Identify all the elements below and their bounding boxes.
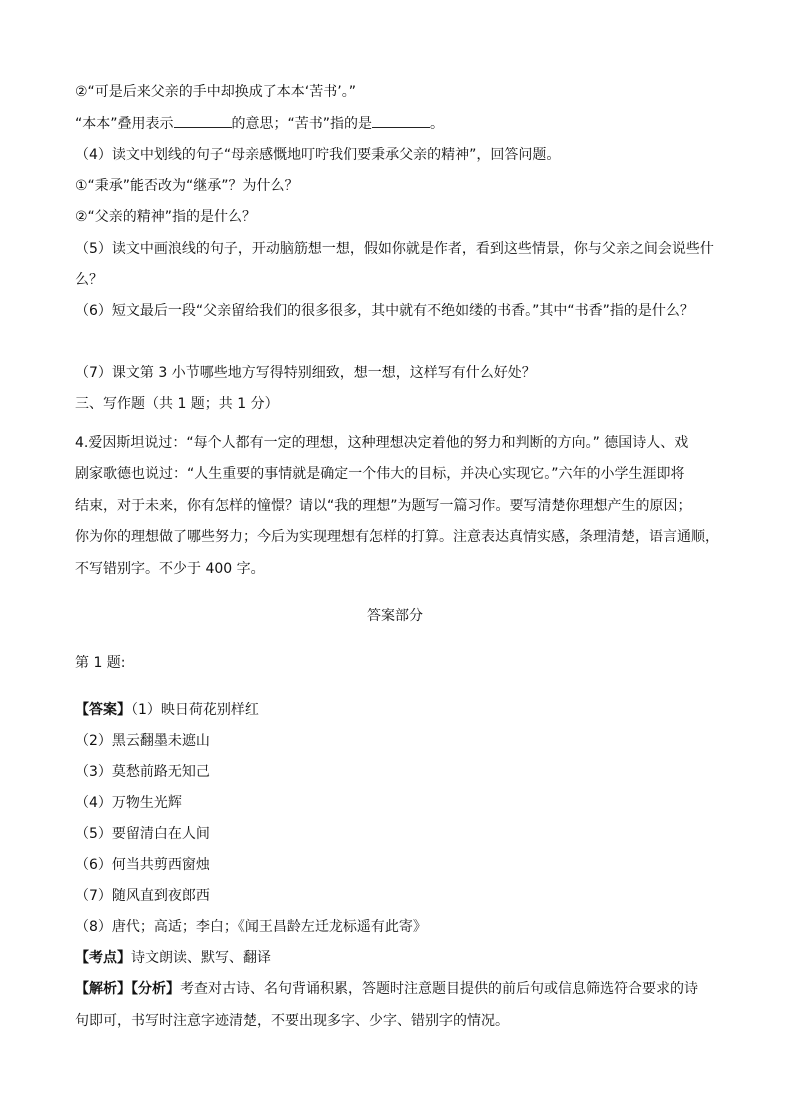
jiexi-tag: 【解析】【分析】 [75, 981, 180, 997]
answer-item-8: （8）唐代；高适；李白；《闻王昌龄左迁龙标遥有此寄》 [75, 919, 427, 935]
writing-prompt-line-1: 4.爱因斯坦说过：“每个人都有一定的理想，这种理想决定着他的努力和判断的方向。” 德国诗人、戏 [75, 435, 689, 451]
answer-q1-label: 第 1 题: [75, 655, 126, 671]
section-3-heading: 三、写作题（共 1 题；共 1 分） [75, 396, 279, 412]
q3-question-5-line2: 么？ [75, 272, 103, 288]
q3-item2-prompt-c: 。 [430, 116, 445, 132]
q3-question-6: （6）短文最后一段“父亲留给我们的很多很多，其中就有不绝如缕的书香。”其中“书香”指的是什么？ [75, 303, 694, 319]
kaodian-text: 诗文朗读、默写、翻译 [131, 950, 271, 966]
q3-item2-prompt [75, 114, 444, 134]
q3-question-4-sub2: ②“父亲的精神”指的是什么？ [75, 209, 257, 225]
q3-question-4-sub1: ①“秉承”能否改为“继承”？为什么？ [75, 178, 299, 194]
answer-item-4: （4）万物生光辉 [75, 795, 182, 811]
answer-item-3: （3）莫愁前路无知己 [75, 764, 210, 780]
answer-item-7: （7）随风直到夜郎西 [75, 888, 210, 904]
jiexi-text-1: 考查对古诗、名句背诵积累，答题时注意题目提供的前后句或信息筛选符合要求的诗 [180, 981, 698, 997]
q3-question-5-line1: （5）读文中画浪线的句子，开动脑筋想一想，假如你就是作者，看到这些情景，你与父亲之间会说些什 [75, 241, 714, 257]
writing-prompt-line-4: 你为你的理想做了哪些努力；今后为实现理想有怎样的打算。注意表达真情实感，条理清楚，语言通顺， [75, 529, 719, 545]
writing-prompt-line-2: 剧家歌德也说过：“人生重要的事情就是确定一个伟大的目标，并决心实现它。”六年的小学生涯即将 [75, 466, 685, 482]
q3-question-4: （4）读文中划线的句子“母亲感慨地叮咛我们要秉承父亲的精神”，回答问题。 [75, 147, 561, 163]
jiexi-line-1 [75, 979, 698, 999]
kaodian-line [75, 948, 271, 968]
q3-item2-quote: ②“可是后来父亲的手中却换成了本本‘苦书’。” [75, 84, 356, 100]
answer-first-line [75, 700, 259, 720]
q3-question-7: （7）课文第 3 小节哪些地方写得特别细致，想一想，这样写有什么好处？ [75, 365, 536, 381]
answer-tag: 【答案】 [75, 702, 131, 718]
writing-prompt-line-3: 结束，对于未来，你有怎样的憧憬？请以“我的理想”为题写一篇习作。要写清楚你理想产生的原因； [75, 498, 692, 514]
q3-item2-prompt-b: 的意思；“苦书”指的是 [231, 116, 373, 132]
kaodian-tag: 【考点】 [75, 950, 131, 966]
answer-item-2: （2）黑云翻墨未遮山 [75, 733, 210, 749]
answer-item-5: （5）要留清白在人间 [75, 826, 210, 842]
answers-title: 答案部分 [367, 608, 423, 624]
answer-blank [372, 115, 430, 128]
answer-item-1: （1）映日荷花别样红 [131, 702, 259, 718]
answer-item-6: （6）何当共剪西窗烛 [75, 857, 210, 873]
answer-blank [174, 115, 232, 128]
writing-prompt-line-5: 不写错别字。不少于 400 字。 [75, 561, 265, 577]
q3-item2-prompt-a: “本本”叠用表示 [75, 116, 174, 132]
jiexi-line-2: 句即可，书写时注意字迹清楚，不要出现多字、少字、错别字的情况。 [75, 1013, 509, 1029]
